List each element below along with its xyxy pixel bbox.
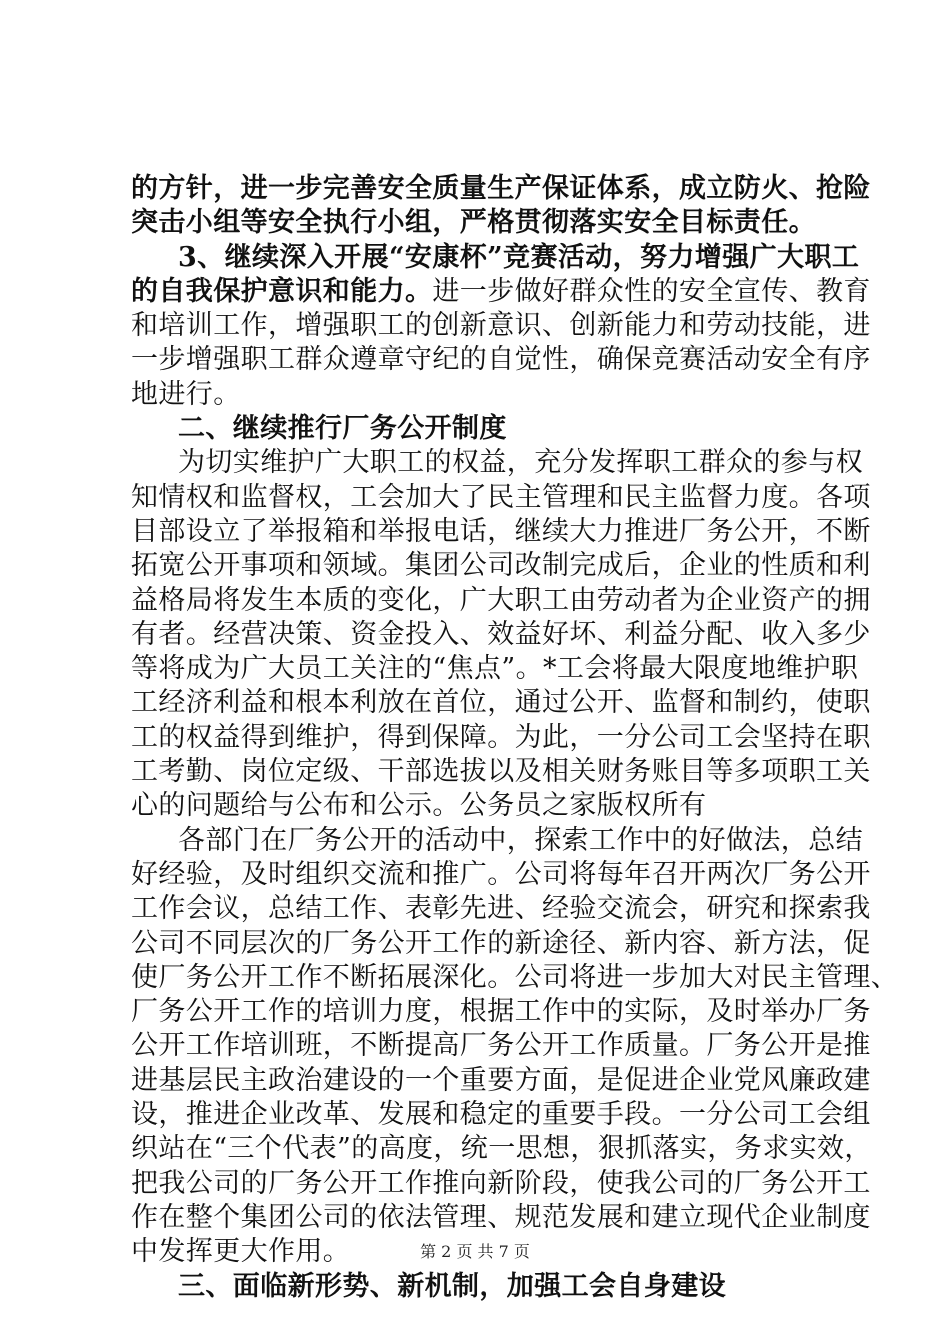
paragraph-line: 和培训工作，增强职工的创新意识、创新能力和劳动技能，进 [131, 310, 871, 342]
paragraph-line: 把我公司的厂务公开工作推向新阶段，使我公司的厂务公开工 [131, 1167, 871, 1199]
paragraph-line: 地进行。 [131, 378, 241, 410]
paragraph-line: 为切实维护广大职工的权益，充分发挥职工群众的参与权 [178, 447, 863, 479]
paragraph-line: 厂务公开工作的培训力度，根据工作中的实际，及时举办厂务 [131, 996, 871, 1028]
paragraph-line: 工的权益得到维护，得到保障。为此，一分公司工会坚持在职 [131, 721, 871, 753]
paragraph-line: 工经济利益和根本利放在首位，通过公开、监督和制约，使职 [131, 687, 871, 719]
paragraph-line: 突击小组等安全执行小组，严格贯彻落实安全目标责任。 [131, 207, 816, 239]
paragraph-line: 公开工作培训班，不断提高厂务公开工作质量。厂务公开是推 [131, 1030, 871, 1062]
paragraph-line: 工作会议，总结工作、表彰先进、经验交流会，研究和探索我 [131, 893, 871, 925]
paragraph-line: 拓宽公开事项和领域。集团公司改制完成后，企业的性质和利 [131, 550, 871, 582]
paragraph-line: 中发挥更大作用。 [131, 1236, 351, 1268]
bold-lead-text: 的自我保护意识和能力。 [131, 275, 433, 307]
paragraph-line: 作在整个集团公司的依法管理、规范发展和建立现代企业制度 [131, 1201, 871, 1233]
paragraph-line: 各部门在厂务公开的活动中，探索工作中的好做法，总结 [178, 824, 863, 856]
paragraph-line: 好经验，及时组织交流和推广。公司将每年召开两次厂务公开 [131, 858, 871, 890]
paragraph-line: 目部设立了举报箱和举报电话，继续大力推进厂务公开，不断 [131, 515, 871, 547]
paragraph-line: 工考勤、岗位定级、干部选拔以及相关财务账目等多项职工关 [131, 756, 871, 788]
list-item-heading: 3、继续深入开展“安康杯”竞赛活动，努力增强广大职工 [178, 241, 860, 273]
paragraph-line-mixed [131, 275, 871, 309]
paragraph-line: 知情权和监督权，工会加大了民主管理和民主监督力度。各项 [131, 481, 871, 513]
paragraph-line: 心的问题给与公布和公示。公务员之家版权所有 [131, 790, 707, 822]
paragraph-line: 使厂务公开工作不断拓展深化。公司将进一步加大对民主管理、 [131, 961, 899, 993]
paragraph-line: 等将成为广大员工关注的“焦点”。*工会将最大限度地维护职 [131, 653, 859, 685]
regular-text: 进一步做好群众性的安全宣传、教育 [432, 275, 871, 307]
paragraph-line: 设，推进企业改革、发展和稳定的重要手段。一分公司工会组 [131, 1099, 871, 1131]
paragraph-line: 进基层民主政治建设的一个重要方面，是促进企业党风廉政建 [131, 1064, 871, 1096]
section-heading: 二、继续推行厂务公开制度 [178, 413, 507, 445]
section-heading: 三、面临新形势、新机制，加强工会自身建设 [178, 1270, 726, 1302]
page-number-footer: 第 2 页 共 7 页 [420, 1242, 530, 1261]
paragraph-line: 的方针，进一步完善安全质量生产保证体系，成立防火、抢险 [131, 173, 871, 204]
paragraph-line: 一步增强职工群众遵章守纪的自觉性，确保竞赛活动安全有序 [131, 344, 871, 376]
paragraph-line: 益格局将发生本质的变化，广大职工由劳动者为企业资产的拥 [131, 584, 871, 616]
paragraph-line: 公司不同层次的厂务公开工作的新途径、新内容、新方法，促 [131, 927, 871, 959]
paragraph-line: 有者。经营决策、资金投入、效益好坏、利益分配、收入多少 [131, 618, 871, 650]
paragraph-line: 织站在“三个代表”的高度，统一思想，狠抓落实，务求实效， [131, 1133, 872, 1165]
document-body [131, 172, 899, 1304]
